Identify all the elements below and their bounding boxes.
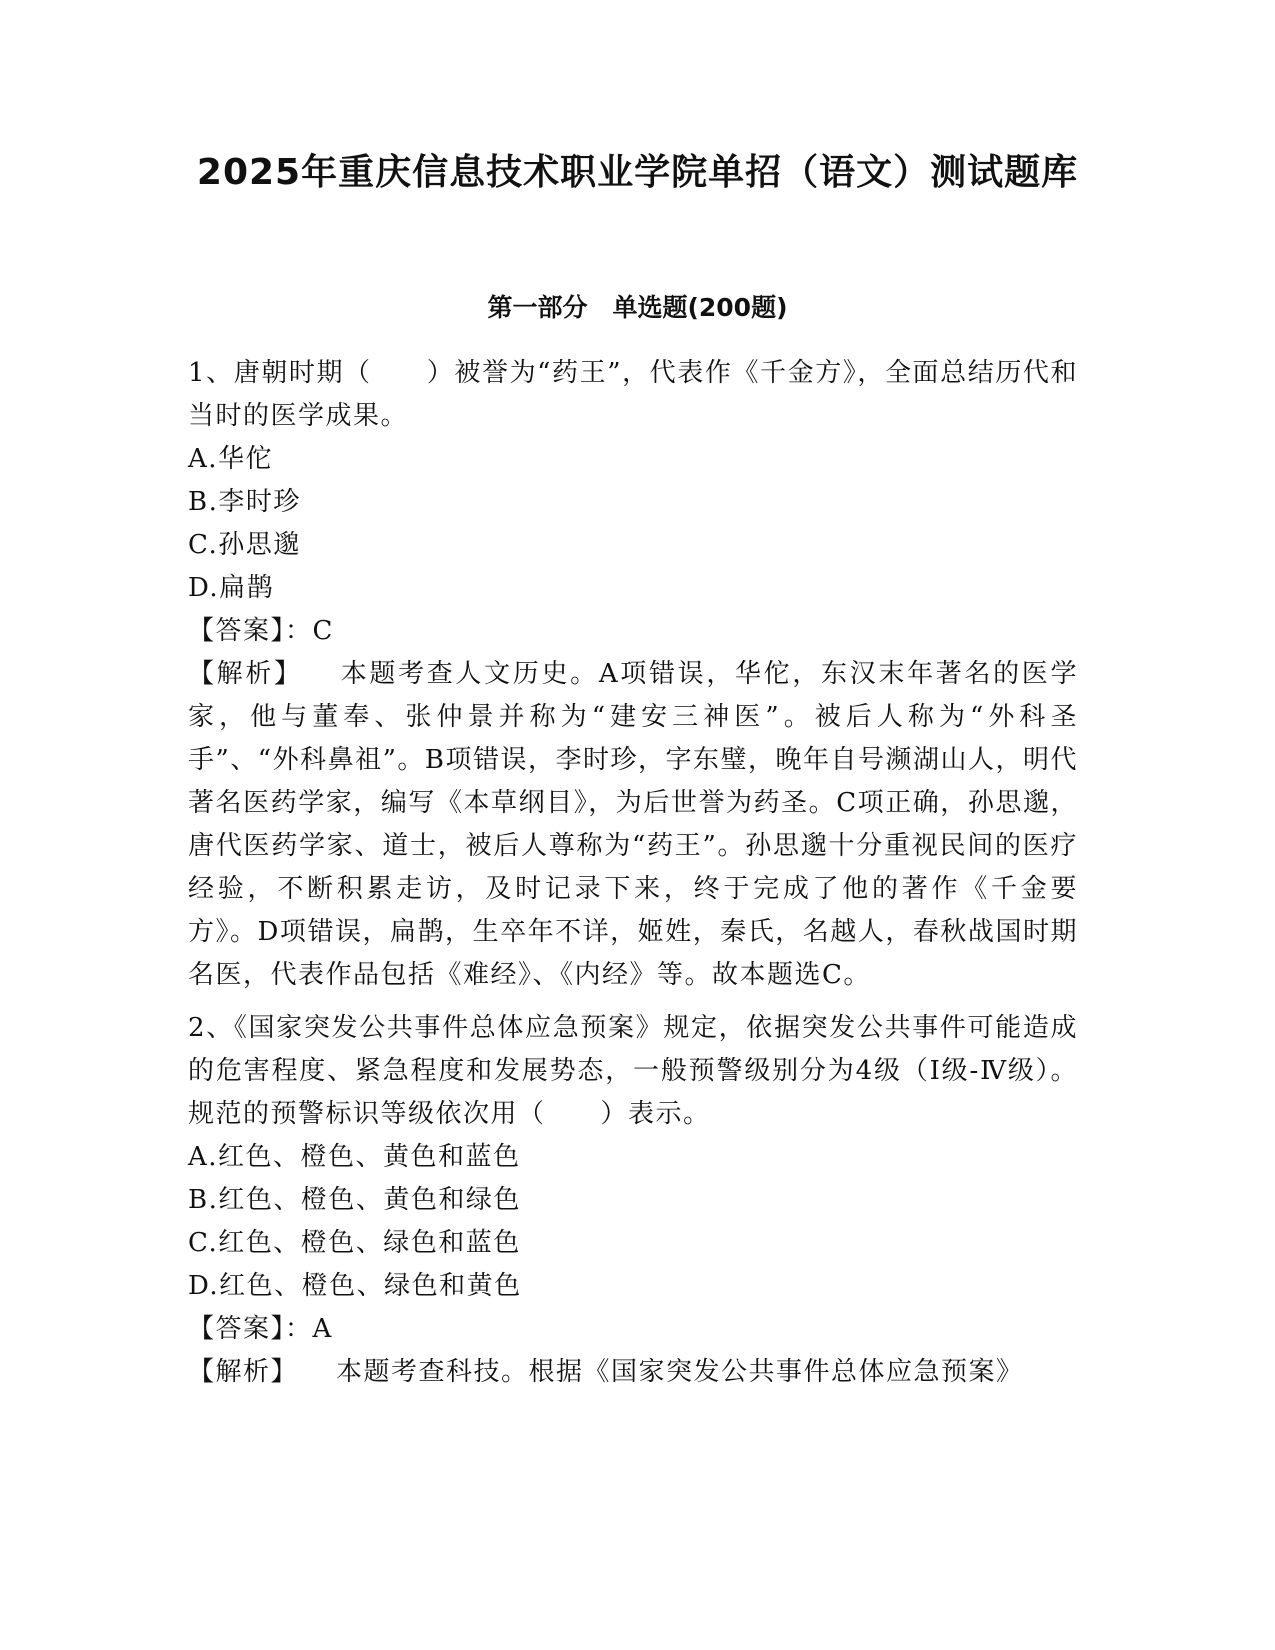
question-1 — [188, 352, 1078, 997]
answer-label: 【答案】： — [188, 1314, 313, 1344]
analysis-text: 本题考查人文历史。A项错误，华佗，东汉末年著名的医学家，他与董奉、张仲景并称为“建安三神医”。被后人称为“外科圣手”、“外科鼻祖”。B项错误，李时珍，字东璧，晚年自号濒湖山人，明代著名医药学家，编写《本草纲目》，为后世誉为药圣。C项正确，孙思邈，唐代医药学家、道士，被后人尊称为“药王”。孙思邈十分重视民间的医疗经验，不断积累走访，及时记录下来，终于完成了他的著作《千金要方》。D项错误，扁鹊，生卒年不详，姬姓，秦氏，名越人，春秋战国时期名医，代表作品包括《难经》、《内经》等。故本题选C。 — [188, 659, 1078, 990]
analysis-paragraph — [188, 653, 1078, 997]
section-title: 第一部分 单选题(200题) — [487, 293, 788, 322]
question-stem: 1、唐朝时期（ ）被誉为“药王”，代表作《千金方》，全面总结历代和当时的医学成果。 — [188, 358, 1078, 431]
analysis-paragraph — [188, 1351, 1078, 1394]
question-stem: 2、《国家突发公共事件总体应急预案》规定，依据突发公共事件可能造成的危害程度、紧急程度和发展势态，一般预警级别分为4级（Ⅰ级-Ⅳ级）。规范的预警标识等级依次用（ ）表示。 — [188, 1013, 1078, 1129]
question-2 — [188, 1007, 1078, 1394]
analysis-text: 本题考查科技。根据《国家突发公共事件总体应急预案》 — [336, 1357, 1024, 1387]
option-b: B.李时珍 — [188, 487, 301, 517]
document-title: 2025年重庆信息技术职业学院单招（语文）测试题库 — [196, 152, 1079, 193]
answer-label: 【答案】： — [188, 616, 313, 646]
option-c: C.孙思邈 — [188, 530, 301, 560]
option-a: A.红色、橙色、黄色和蓝色 — [188, 1142, 521, 1172]
option-a: A.华佗 — [188, 444, 274, 474]
answer-value: A — [312, 1314, 333, 1344]
option-d: D.红色、橙色、绿色和黄色 — [188, 1271, 522, 1301]
option-d: D.扁鹊 — [188, 573, 275, 603]
option-b: B.红色、橙色、黄色和绿色 — [188, 1185, 521, 1215]
question-list — [188, 352, 1078, 1394]
answer-line — [188, 610, 1078, 653]
analysis-label: 【解析】 — [188, 1357, 299, 1387]
option-c: C.红色、橙色、绿色和蓝色 — [188, 1228, 521, 1258]
answer-line — [188, 1308, 1078, 1351]
answer-value: C — [312, 616, 334, 646]
analysis-label: 【解析】 — [188, 659, 303, 689]
